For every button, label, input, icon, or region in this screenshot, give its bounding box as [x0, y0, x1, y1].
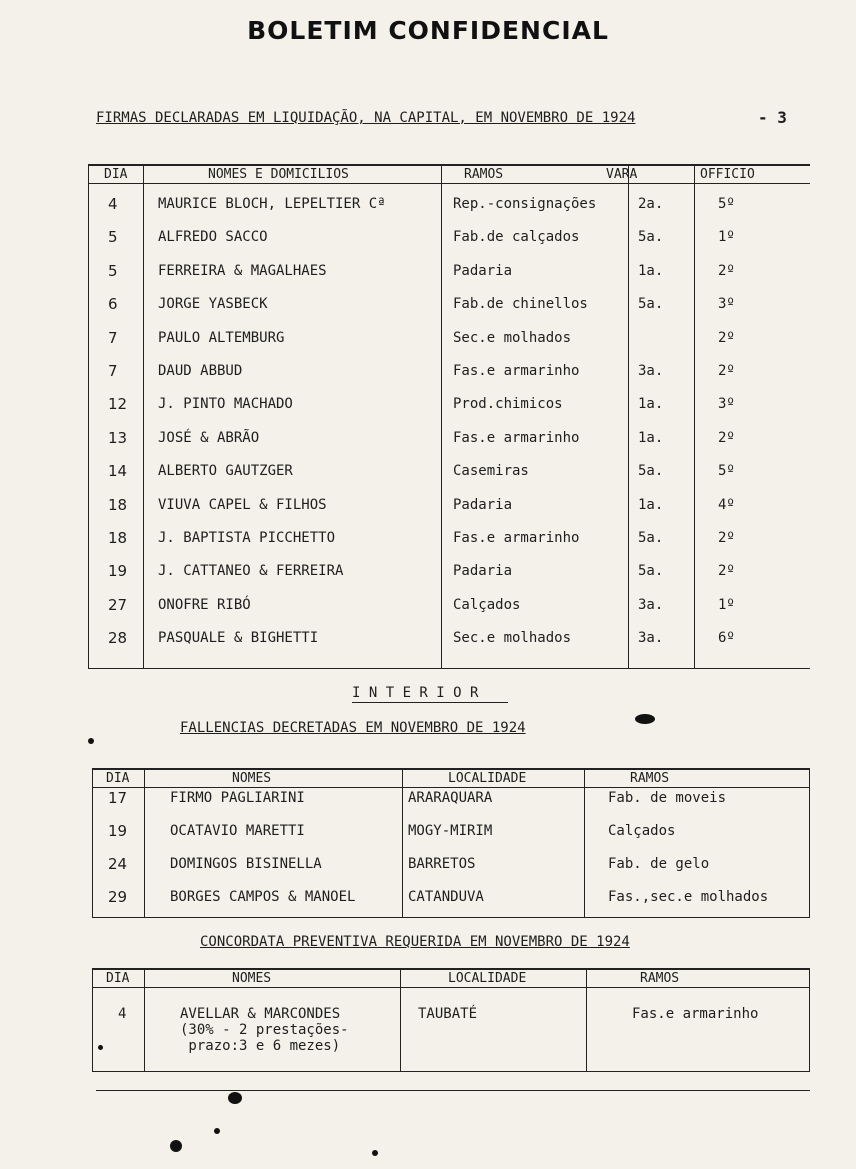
table-row [88, 455, 810, 488]
row-officio: 2º [718, 563, 735, 580]
row-officio: 2º [718, 530, 735, 546]
section-fallencias-heading: FALLENCIAS DECRETADAS EM NOVEMBRO DE 1924 [180, 720, 526, 736]
row-dia: 29 [108, 888, 128, 906]
row-nome: ALFREDO SACCO [158, 229, 268, 246]
table-border-left [92, 968, 93, 1072]
row-officio: 5º [718, 196, 735, 212]
col-dia: DIA [106, 971, 130, 986]
section-liquidacao-heading: FIRMAS DECLARADAS EM LIQUIDAÇÃO, NA CAPITAL, EM NOVEMBRO DE 1924 [96, 110, 636, 126]
row-nome: DAUD ABBUD [158, 363, 243, 379]
row-dia: 17 [108, 789, 128, 807]
table-row [88, 489, 810, 522]
row-dia: 4 [108, 195, 118, 213]
row-localidade: CATANDUVA [408, 889, 484, 905]
row-officio: 4º [718, 496, 735, 513]
row-nome: J. PINTO MACHADO [158, 396, 293, 413]
row-dia: 7 [108, 362, 118, 380]
row-officio: 2º [718, 363, 735, 379]
row-localidade: MOGY-MIRIM [408, 823, 493, 839]
row-localidade: ARARAQUARA [408, 790, 493, 806]
row-dia: 12 [108, 395, 128, 414]
table-row [88, 255, 810, 288]
row-officio: 2º [718, 329, 735, 346]
ink-blot [214, 1128, 220, 1134]
row-nome: MAURICE BLOCH, LEPELTIER Cª [158, 196, 386, 212]
row-dia: 19 [108, 562, 128, 581]
row-dia: 24 [108, 855, 128, 873]
row-localidade: TAUBATÉ [418, 1006, 478, 1022]
col-ramos: RAMOS [640, 971, 680, 986]
row-vara: 1a. [638, 429, 664, 446]
table-row [92, 815, 810, 848]
row-officio: 1º [718, 596, 735, 613]
row-dia: 19 [108, 822, 128, 840]
row-vara: 1a. [638, 496, 664, 513]
row-vara: 5a. [638, 229, 664, 246]
row-dia: 5 [108, 261, 118, 280]
table-row [88, 355, 810, 388]
row-ramo: Fas.e armarinho [453, 363, 580, 379]
column-divider [400, 968, 401, 1072]
col-nomes: NOMES [232, 971, 272, 986]
row-vara: 1a. [638, 396, 664, 413]
row-ramo: Fab. de moveis [608, 790, 727, 806]
table-row [88, 322, 810, 355]
row-dia: 4 [118, 1006, 127, 1022]
closing-rule [96, 1090, 810, 1091]
row-nome: JORGE YASBECK [158, 296, 268, 313]
row-ramo: Casemiras [453, 463, 529, 480]
row-dia: 18 [108, 529, 128, 547]
document-title: BOLETIM CONFIDENCIAL [247, 16, 609, 45]
col-nomes: NOMES [232, 771, 272, 786]
row-nome: FIRMO PAGLIARINI [170, 790, 305, 806]
col-localidade: LOCALIDADE [448, 771, 527, 786]
ink-blot [88, 738, 94, 744]
ink-blot [635, 714, 655, 724]
row-vara: 3a. [638, 630, 664, 647]
row-nome: DOMINGOS BISINELLA [170, 856, 322, 872]
fallencias-table [92, 768, 810, 918]
concordata-table [92, 968, 810, 1072]
row-ramo: Fab.de calçados [453, 229, 580, 246]
col-ramos: RAMOS [630, 771, 670, 786]
interior-heading-text: I N T E R I O R [352, 685, 479, 701]
row-ramo: Padaria [453, 262, 513, 279]
table-row [88, 221, 810, 254]
row-ramo: Fas.e armarinho [632, 1006, 759, 1022]
row-vara: 5a. [638, 563, 664, 580]
table-row [92, 848, 810, 881]
row-vara: 5a. [638, 463, 664, 480]
table-border-bottom [88, 668, 810, 669]
ink-blot [98, 1045, 103, 1050]
interior-heading [352, 685, 478, 701]
row-officio: 1º [718, 229, 735, 246]
col-dia: DIA [106, 771, 130, 786]
col-officio: OFFICIO [700, 167, 755, 182]
row-dia: 5 [108, 228, 118, 247]
row-officio: 3º [718, 296, 735, 313]
col-localidade: LOCALIDADE [448, 971, 527, 986]
row-ramo: Fab.de chinellos [453, 296, 588, 313]
row-officio: 2º [718, 262, 735, 279]
row-nome: ALBERTO GAUTZGER [158, 463, 293, 480]
row-nome: AVELLAR & MARCONDES (30% - 2 prestações- prazo:3 e 6 mezes) [180, 1006, 349, 1054]
page-number: - 3 [758, 108, 787, 127]
table-border-bottom [92, 1071, 810, 1072]
table-header [92, 968, 810, 988]
table-border-bottom [92, 917, 810, 918]
col-ramos: RAMOS [464, 167, 504, 182]
row-dia: 7 [108, 328, 118, 347]
row-vara: 1a. [638, 262, 664, 279]
row-nome: ONOFRE RIBÓ [158, 596, 251, 613]
row-dia: 6 [108, 295, 118, 314]
row-ramo: Prod.chimicos [453, 396, 563, 413]
column-divider [144, 968, 145, 1072]
row-officio: 5º [718, 463, 735, 480]
row-ramo: Rep.-consignações [453, 196, 597, 212]
table-row [88, 422, 810, 455]
liquidacao-table [88, 164, 810, 669]
row-officio: 2º [718, 429, 735, 446]
table-row [88, 522, 810, 555]
col-dia: DIA [104, 167, 128, 182]
row-officio: 6º [718, 630, 735, 647]
row-vara: 2a. [638, 196, 664, 212]
table-border-right [809, 968, 810, 1072]
row-dia: 27 [108, 595, 128, 614]
table-row [88, 188, 810, 221]
row-ramo: Sec.e molhados [453, 630, 572, 647]
table-row [88, 589, 810, 622]
row-ramo: Calçados [608, 823, 676, 839]
ink-blot [372, 1150, 378, 1156]
column-divider [586, 968, 587, 1072]
row-nome: VIUVA CAPEL & FILHOS [158, 496, 327, 513]
table-header [88, 164, 810, 184]
table-row [88, 288, 810, 321]
row-dia: 13 [108, 428, 128, 447]
table-row [92, 782, 810, 815]
row-nome: OCATAVIO MARETTI [170, 823, 305, 839]
row-dia: 18 [108, 495, 128, 514]
row-dia: 28 [108, 629, 128, 648]
table-row [88, 622, 810, 655]
row-nome: PAULO ALTEMBURG [158, 329, 285, 346]
row-ramo: Fas.e armarinho [453, 429, 580, 446]
row-vara: 5a. [638, 296, 664, 313]
ink-blot [228, 1092, 242, 1104]
row-ramo: Fas.e armarinho [453, 530, 580, 546]
table-row [88, 555, 810, 588]
row-ramo: Fab. de gelo [608, 856, 710, 872]
section-concordata-heading: CONCORDATA PREVENTIVA REQUERIDA EM NOVEMBRO DE 1924 [200, 934, 630, 950]
row-ramo: Sec.e molhados [453, 329, 572, 346]
row-localidade: BARRETOS [408, 856, 476, 872]
row-vara: 3a. [638, 596, 664, 613]
row-ramo: Calçados [453, 596, 521, 613]
row-nome: JOSÉ & ABRÃO [158, 429, 260, 446]
row-officio: 3º [718, 396, 735, 413]
row-nome: FERREIRA & MAGALHAES [158, 262, 327, 279]
row-ramo: Fas.,sec.e molhados [608, 889, 769, 905]
row-vara: 3a. [638, 363, 664, 379]
row-dia: 14 [108, 462, 128, 481]
col-vara: VARA [606, 167, 638, 182]
row-nome: PASQUALE & BIGHETTI [158, 630, 319, 647]
row-ramo: Padaria [453, 563, 513, 580]
interior-underline [352, 702, 508, 703]
row-ramo: Padaria [453, 496, 513, 513]
row-nome: J. BAPTISTA PICCHETTO [158, 530, 336, 546]
table-row [88, 388, 810, 421]
row-vara: 5a. [638, 530, 664, 546]
col-nomes: NOMES E DOMICILIOS [208, 167, 349, 182]
ink-blot [170, 1140, 182, 1152]
row-nome: BORGES CAMPOS & MANOEL [170, 889, 356, 905]
row-nome: J. CATTANEO & FERREIRA [158, 563, 344, 580]
table-row [92, 881, 810, 914]
